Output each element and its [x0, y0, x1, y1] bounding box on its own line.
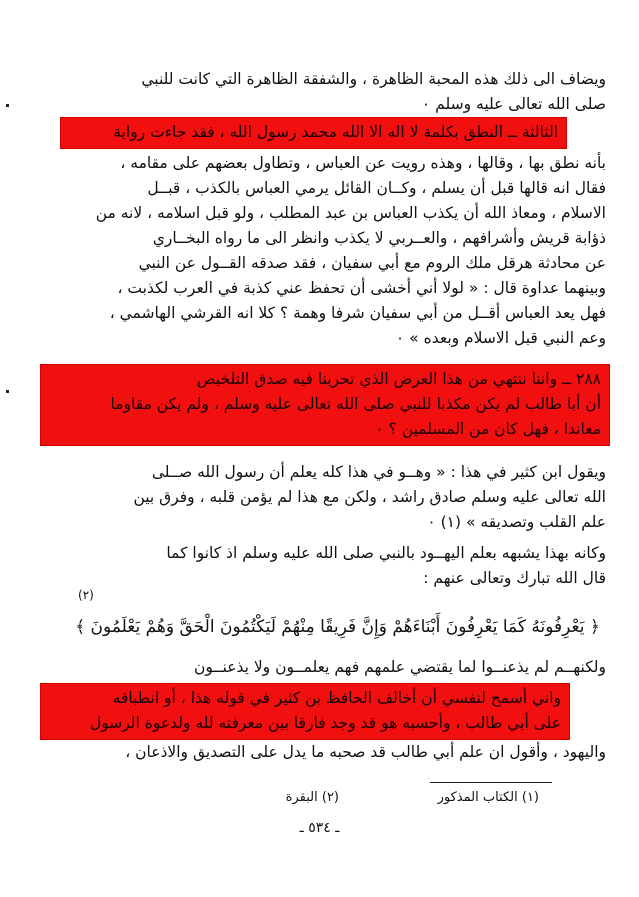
- text-line: ذؤابة قريش وأشرافهم ، والعــربي لا يكذب وانظر الى ما رواه البخــاري: [152, 229, 606, 247]
- paragraph-2: [40, 151, 606, 351]
- paragraph-3: [40, 460, 606, 535]
- quran-verse: ﴿ يَعْرِفُونَهُ كَمَا يَعْرِفُونَ أَبْنَاءَهُمْ وَإِنَّ فَرِيقًا مِنْهُمْ لَيَكْتُمُونَ الْحَقَّ وَهُمْ يَعْلَمُونَ ﴾: [75, 617, 600, 637]
- footnote-2: (٢) البقرة: [285, 790, 339, 805]
- text-line: على أبي طالب ، وأحسبه هو قد وجد فارقا بين معرفته لله ولدعوة الرسول: [89, 714, 561, 732]
- text-line: صلى الله تعالى عليه وسلم ٠: [421, 95, 606, 113]
- text-line: وبينهما عداوة قال : « لولا أني أخشى أن تحفظ عني كذبة في العرب لكذبت ،: [117, 279, 606, 297]
- text-line: معاندا ، فهل كان من المسلمين ؟ ٠: [375, 420, 601, 438]
- text-line: ٢٨٨ ــ واننا ننتهي من هذا العرض الذي تحرينا فيه صدق التلخيص: [196, 370, 601, 388]
- footnote-1: (١) الكتاب المذكور: [437, 790, 539, 805]
- text-line: ولكنهــم لم يذعنــوا لما يقتضي علمهم فهم يعلمــون ولا يذعنــون: [194, 658, 606, 676]
- text-line: عن محادثة هرقل ملك الروم مع أبي سفيان ، فقد صدقه القــول عن النبي: [138, 254, 606, 272]
- scan-mark: [6, 104, 9, 107]
- text-line: فقال انه قالها قبل أن يسلم ، وكــان القائل يرمي العباس بالكذب ، قبــل: [147, 179, 606, 197]
- paragraph-5: [40, 655, 606, 680]
- text-line: ويضاف الى ذلك هذه المحبة الظاهرة ، والشفقة الظاهرة التي كانت للنبي: [141, 70, 606, 88]
- footnote-divider: [430, 782, 552, 783]
- scan-mark: [6, 390, 9, 393]
- text-line: الاسلام ، ومعاذ الله أن يكذب العباس بن عبد المطلب ، ولو قبل اسلامه ، لانه من: [95, 204, 606, 222]
- verse-footnote-marker: (٢): [78, 588, 94, 602]
- text-line: أن أبا طالب لم يكن مكذبا للنبي صلى الله تعالى عليه وسلم ، ولم يكن مقاوما: [110, 395, 601, 413]
- page-number: ـ ٥٣٤ ـ: [299, 820, 340, 836]
- highlight-box-3: [40, 683, 570, 740]
- text-line: علم القلب وتصديقه » (١) ٠: [427, 513, 606, 531]
- text-line: بأنه نطق بها ، وقالها ، وهذه رويت عن العباس ، وتطاول بعضهم على مقامه ،: [120, 154, 606, 172]
- text-line: فهل يعد العباس أقــل من أبي سفيان شرفا وهمة ؟ كلا انه القرشي الهاشمي ،: [109, 304, 606, 322]
- paragraph-1: [40, 67, 606, 117]
- text-line: ويقول ابن كثير في هذا : « وهــو في هذا كله يعلم أن رسول الله صــلى: [151, 463, 606, 481]
- highlight-box-2: [40, 364, 610, 446]
- highlight-box-1: [60, 117, 567, 149]
- text-line: قال الله تبارك وتعالى عنهم :: [423, 569, 606, 587]
- text-line: وكانه بهذا يشبهه بعلم اليهــود بالنبي صلى الله عليه وسلم اذ كانوا كما: [166, 544, 606, 562]
- text-line: وعم النبي قبل الاسلام وبعده » ٠: [395, 329, 606, 347]
- text-line: الثالثة ــ النطق بكلمة لا اله الا الله محمد رسول الله ، فقد جاءت رواية: [113, 123, 558, 141]
- text-line: الله تعالى عليه وسلم صادق راشد ، ولكن مع هذا لم يؤمن قلبه ، وفرق بين: [133, 488, 606, 506]
- text-line: واليهود ، وأقول ان علم أبي طالب قد صحبه ما يدل على التصديق والاذعان ،: [125, 743, 606, 761]
- paragraph-4: [40, 541, 606, 591]
- paragraph-6: [40, 740, 606, 765]
- text-line: واني أسمح لنفسي أن أخالف الحافظ بن كثير في قوله هذا ، أو انطباقه: [112, 689, 561, 707]
